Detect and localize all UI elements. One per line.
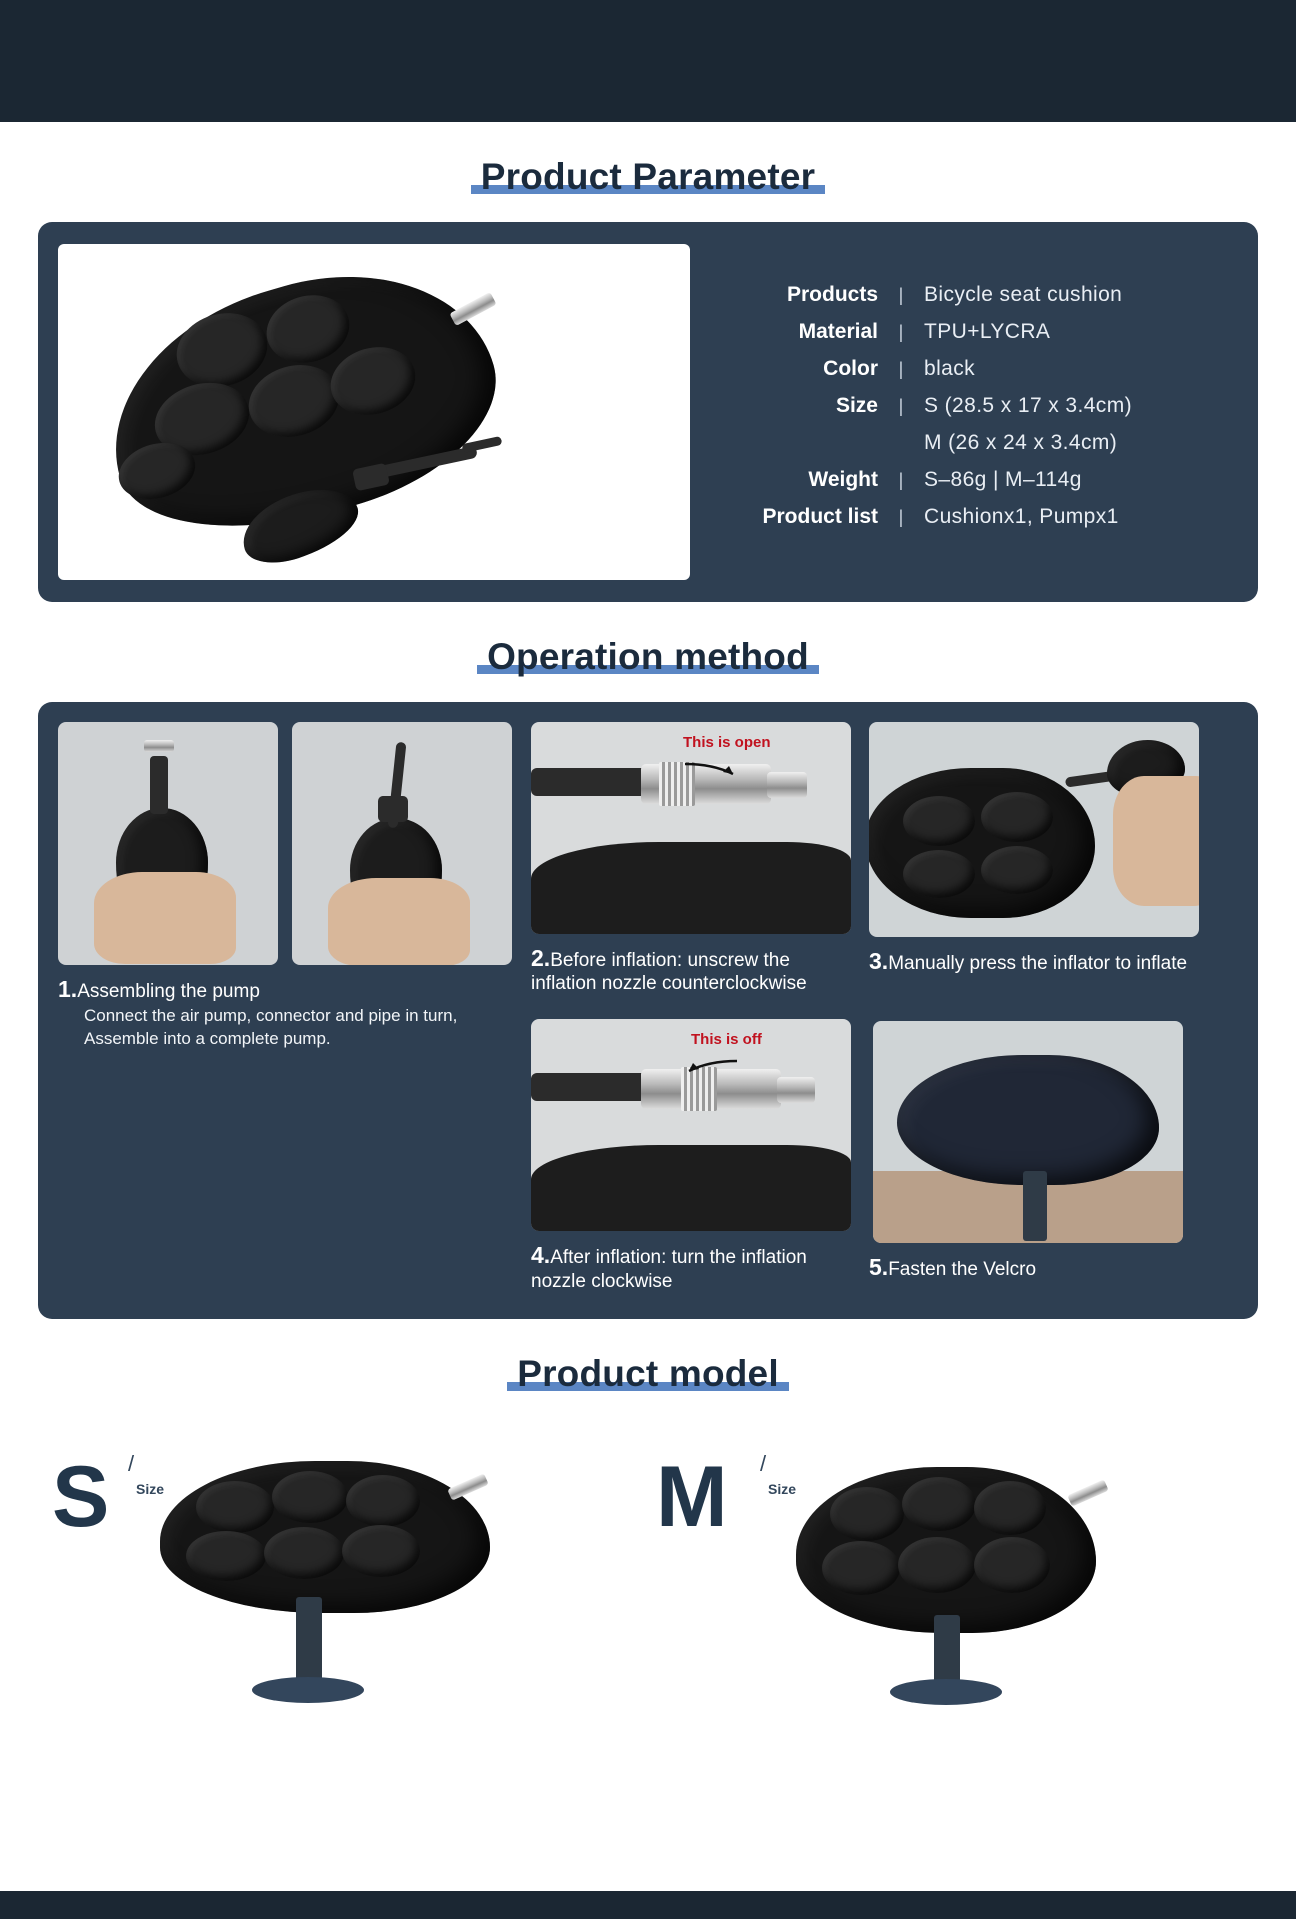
- param-value: Bicycle seat cushion: [924, 282, 1123, 306]
- cushion-bubble-icon: [903, 850, 975, 898]
- step-5-caption: [869, 1253, 1199, 1281]
- param-value: S (28.5 x 17 x 3.4cm): [924, 393, 1132, 417]
- step-4-title: After inflation: turn the inflation nozzle clockwise: [531, 1247, 807, 1292]
- cushion-bubble-icon: [346, 1475, 420, 1527]
- step-5-title: Fasten the Velcro: [888, 1259, 1037, 1281]
- model-slash-m: /: [760, 1450, 767, 1476]
- step-1-photo-a: [58, 722, 278, 965]
- param-label: Size: [835, 393, 878, 417]
- product-model-area: [0, 1419, 1296, 1749]
- model-item-m: [648, 1419, 1296, 1749]
- cushion-bubble-icon: [974, 1481, 1046, 1535]
- pump-neck-illustration: [150, 756, 168, 814]
- cushion-bubble-icon: [196, 1481, 274, 1533]
- table-row: [708, 357, 1232, 381]
- cushion-valve-icon: [1067, 1479, 1108, 1506]
- page-title-operation: Operation method: [477, 636, 819, 680]
- param-value: Cushionx1, Pumpx1: [924, 504, 1119, 528]
- hose-illustration: [531, 1073, 651, 1101]
- param-separator: |: [898, 284, 904, 305]
- model-slash-s: /: [128, 1450, 135, 1476]
- arrow-icon: [679, 1055, 739, 1077]
- hose-illustration: [531, 768, 651, 796]
- operation-step-1: [58, 722, 513, 1293]
- pump-connector-illustration: [378, 796, 408, 822]
- step-3-number: 3.: [869, 948, 889, 974]
- cushion-bubble-icon: [822, 1541, 900, 1595]
- cushion-bubble-icon: [981, 846, 1053, 894]
- top-banner-bar: [0, 0, 1296, 122]
- step-1-caption: [58, 975, 513, 1051]
- param-separator: |: [898, 321, 904, 342]
- param-label: Weight: [808, 467, 878, 491]
- table-row: [708, 505, 1232, 529]
- param-value: black: [924, 356, 976, 380]
- cushion-bubble-icon: [830, 1487, 904, 1541]
- model-size-label-s: Size: [136, 1480, 165, 1497]
- step-2-caption: [531, 944, 851, 995]
- param-separator: |: [898, 506, 904, 527]
- model-letter-m: M: [656, 1448, 728, 1545]
- table-row: [708, 468, 1232, 492]
- step-1-title: Assembling the pump: [77, 981, 260, 1002]
- seat-post-base: [890, 1679, 1002, 1705]
- table-row: [708, 283, 1232, 307]
- step-5-photo: [873, 1021, 1183, 1243]
- operation-panel: [38, 702, 1258, 1319]
- valve-tip-icon: [777, 1077, 815, 1103]
- cushion-mounted-illustration: [897, 1055, 1159, 1185]
- cushion-bubble-icon: [264, 1527, 344, 1579]
- seat-post-base: [252, 1677, 364, 1703]
- step-3-title: Manually press the inflator to inflate: [888, 953, 1188, 974]
- step-3-photo: [869, 722, 1199, 937]
- param-label: Products: [786, 282, 878, 306]
- model-letter-s: S: [52, 1448, 110, 1545]
- parameter-table: [690, 244, 1238, 580]
- step-2-number: 2.: [531, 945, 551, 971]
- param-label: Material: [798, 319, 878, 343]
- model-item-s: [0, 1419, 648, 1749]
- arrow-icon: [683, 758, 743, 780]
- cushion-valve-icon: [447, 1473, 488, 1500]
- cushion-bubble-icon: [974, 1537, 1050, 1593]
- operation-step-3-5-column: [869, 722, 1199, 1293]
- param-separator: |: [898, 358, 904, 379]
- param-value: S–86g | M–114g: [924, 467, 1082, 491]
- page-title-parameter: Product Parameter: [471, 156, 825, 200]
- valve-tip-icon: [767, 772, 807, 798]
- parameter-panel: [38, 222, 1258, 602]
- step-1-photo-b: [292, 722, 512, 965]
- cushion-valve-icon: [449, 292, 496, 326]
- cushion-bubble-icon: [903, 796, 975, 846]
- table-row: [708, 320, 1232, 344]
- cushion-bubble-icon: [272, 1471, 348, 1523]
- section-heading-operation: [0, 636, 1296, 680]
- table-row: [708, 394, 1232, 418]
- section-heading-model: [0, 1353, 1296, 1397]
- param-separator: |: [898, 395, 904, 416]
- page-title-model: Product model: [507, 1353, 789, 1397]
- bottom-banner-bar: [0, 1891, 1296, 1919]
- step-5-number: 5.: [869, 1254, 889, 1281]
- cushion-bubble-icon: [981, 792, 1053, 842]
- cushion-bubble-icon: [898, 1537, 976, 1593]
- step-2-photo: [531, 722, 851, 934]
- step-3-caption: [869, 947, 1199, 975]
- hand-illustration: [328, 878, 470, 965]
- model-size-label-m: Size: [768, 1480, 797, 1497]
- step-1-number: 1.: [58, 976, 78, 1002]
- hand-illustration: [94, 872, 236, 964]
- step-2-tag: This is open: [683, 734, 771, 751]
- cushion-body-illustration: [869, 768, 1095, 918]
- pump-connector-icon: [144, 740, 174, 752]
- step-1-images: [58, 722, 513, 965]
- seat-post-illustration: [1023, 1171, 1047, 1241]
- param-label: Product list: [762, 504, 878, 528]
- hand-illustration: [1113, 776, 1199, 906]
- step-4-tag: This is off: [691, 1031, 762, 1049]
- step-4-number: 4.: [531, 1242, 551, 1269]
- step-1-description: Connect the air pump, connector and pipe in turn, Assemble into a complete pump.: [84, 1006, 458, 1049]
- operation-step-2-4-column: [531, 722, 851, 1293]
- step-2-title: Before inflation: unscrew the inflation nozzle counterclockwise: [531, 950, 807, 995]
- param-label: Color: [823, 356, 878, 380]
- table-row: [708, 431, 1232, 455]
- cushion-bubble-icon: [902, 1477, 976, 1531]
- operation-steps-grid: [58, 722, 1238, 1293]
- step-4-caption: [531, 1241, 851, 1292]
- param-separator: |: [898, 469, 904, 490]
- param-value: TPU+LYCRA: [924, 319, 1051, 343]
- param-value: M (26 x 24 x 3.4cm): [924, 430, 1118, 454]
- step-4-photo: [531, 1019, 851, 1231]
- cushion-bubble-icon: [342, 1525, 420, 1577]
- section-heading-parameter: [0, 156, 1296, 200]
- product-photo-main: [58, 244, 690, 580]
- cushion-edge-illustration: [531, 1145, 851, 1231]
- cushion-bubble-icon: [186, 1531, 266, 1581]
- cushion-edge-illustration: [531, 842, 851, 934]
